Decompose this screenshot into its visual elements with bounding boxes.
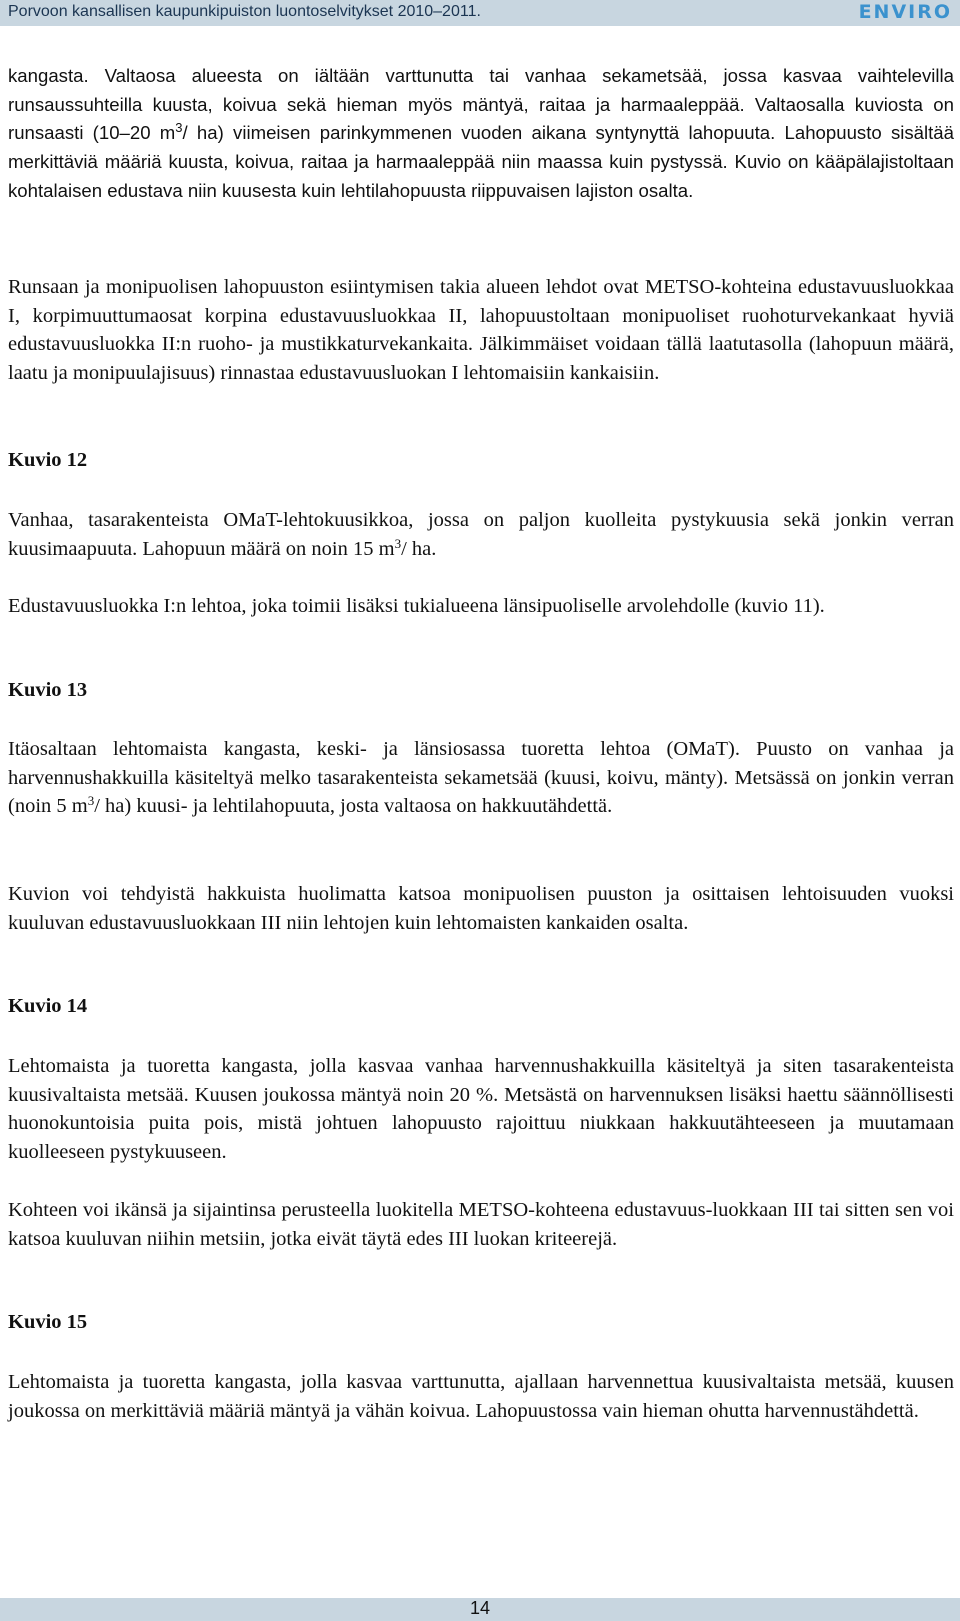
page-number: 14 xyxy=(469,1598,491,1618)
heading-kuvio-14: Kuvio 14 xyxy=(8,995,88,1017)
paragraph-kuvio-12-description: Vanhaa, tasarakenteista OMaT-lehtokuusikkoa, jossa on paljon kuolleita pystykuusia sekä jonkin verran kuusimaapuuta. Lahopuun määrä on noin 15 $m^3/$ ha. xyxy=(8,509,954,560)
paragraph-kuvio-13-description: Itäosaltaan lehtomaista kangasta, keski- ja länsiosassa tuoretta lehtoa (OMaT). Puusto on vanhaa ja harvennushakkuilla käsiteltyä melko tasarakenteista sekametsää (kuusi, koivu, mänty). Metsässä on jonkin verran (noin 5 $m^3/$ ha) kuusi- ja lehtilahopuuta, josta valtaosa on hakkuutähdettä. xyxy=(8,738,954,818)
heading-kuvio-15: Kuvio 15 xyxy=(8,1311,88,1333)
heading-kuvio-13: Kuvio 13 xyxy=(8,679,88,701)
paragraph-kuvio-15-description: Lehtomaista ja tuoretta kangasta, jolla kasvaa varttunutta, ajallaan harvennettua kuusivaltaista metsää, kuusen joukossa on merkittäviä määriä mäntyä ja vähän koivua. Lahopuustossa vain hieman ohutta harvennustähdettä. xyxy=(8,1371,954,1422)
paragraph-kuvio-14-class: Kohteen voi ikänsä ja sijaintinsa perusteella luokitella METSO-kohteena edustavuus-luokkaan III tai sitten sen voi katsoa kuuluvan niihin metsiin, jotka eivät täytä edes III luokan kriteerejä. xyxy=(8,1199,954,1250)
paragraph-kuvio-13-class: Kuvion voi tehdyistä hakkuista huolimatta katsoa monipuolisen puuston ja osittaisen lehtoisuuden vuoksi kuuluvan edustavuusluokkaan III niin lehtojen kuin lehtomaisten kankaiden osalta. xyxy=(8,883,954,934)
paragraph-runsaan: Runsaan ja monipuolisen lahopuuston esiintymisen takia alueen lehdot ovat METSO-kohteina edustavuusluokkaa I, korpimuuttumaosat korpina edustavuusluokkaa II, lahopuustoltaan monipuoliset ruohoturvekankaat hyviä edustavuusluokka II:n ruoho- ja mustikkaturvekankaita. Jälkimmäiset voidaan tällä laatutasolla (lahopuun määrä, laatu ja monipuulajisuus) rinnastaa edustavuusluokan I lehtomaisiin kankaisiin. xyxy=(8,276,954,385)
enviro-logo: ENVIRO xyxy=(858,1,952,23)
paragraph-kangasta: kangasta. Valtaosa alueesta on iältään varttunutta tai vanhaa sekametsää, jossa kasvaa vaihtelevilla runsaussuhteilla kuusta, koivua sekä hieman myös mäntyä, raitaa ja harmaaleppää. Valtaosalla kuviosta on runsaasti (10–20 $m^3/$ ha) viimeisen parinkymmenen vuoden aikana syntynyttä lahopuuta. Lahopuusto sisältää merkittäviä määriä kuusta, koivua, raitaa ja harmaaleppää niin maassa kuin pystyssä. Kuvio on kääpälajistoltaan kohtalaisen edustava niin kuusesta kuin lehtilahopuusta riippuvaisen lajiston osalta. xyxy=(8,65,954,201)
paragraph-kuvio-12-class: Edustavuusluokka I:n lehtoa, joka toimii lisäksi tukialueena länsipuoliselle arvolehdolle (kuvio 11). xyxy=(8,595,825,617)
document-title: Porvoon kansallisen kaupunkipuiston luontoselvitykset 2010–2011. xyxy=(8,3,481,20)
paragraph-kuvio-14-description: Lehtomaista ja tuoretta kangasta, jolla kasvaa vanhaa harvennushakkuilla käsiteltyä ja siten tasarakenteista kuusivaltaista metsää. Kuusen joukossa mäntyä noin 20 %. Metsästä on harvennuksen lisäksi haettu säännöllisesti huonokuntoisia puita pois, mistä johtuen lahopuusto rajoittuu niukkaan hakkuutähteeseen ja muutamaan kuolleeseen pystykuuseen. xyxy=(8,1055,954,1164)
page-header-bar xyxy=(0,0,960,26)
heading-kuvio-12: Kuvio 12 xyxy=(8,449,88,471)
